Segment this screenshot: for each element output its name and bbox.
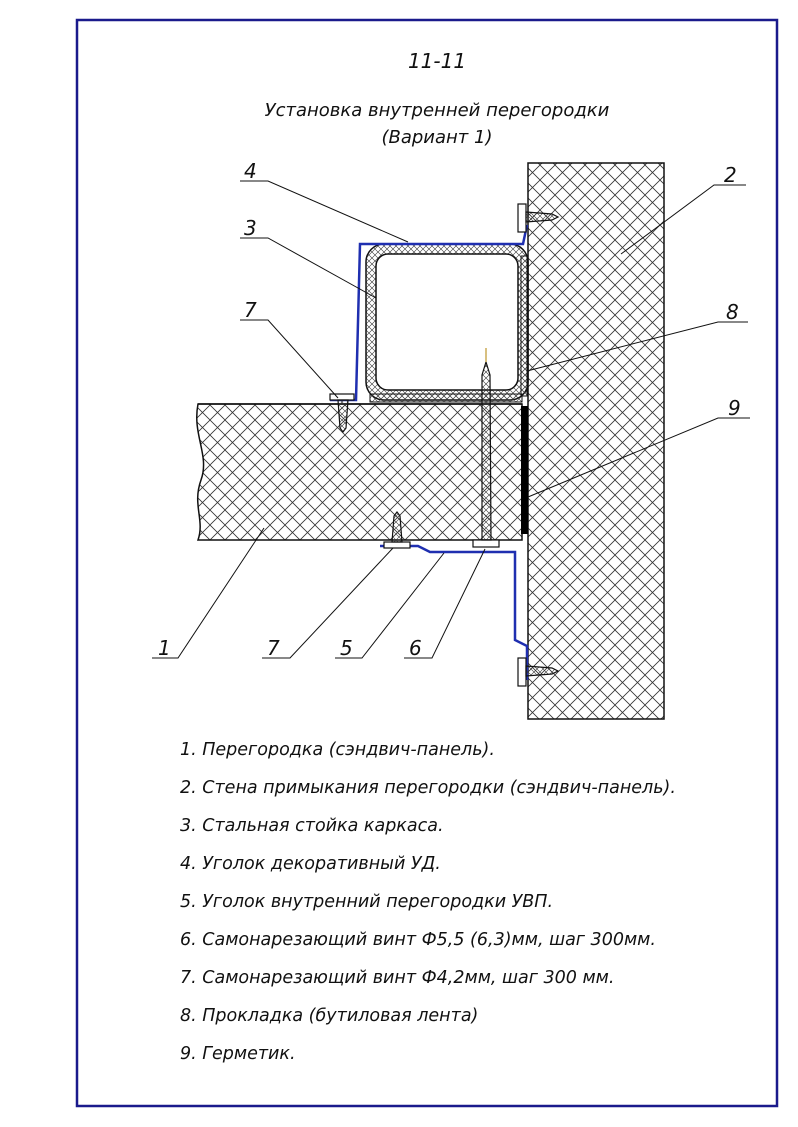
legend <box>180 740 676 1064</box>
partition-sandwich-panel <box>197 404 522 540</box>
legend-item: 7. Самонарезающий винт Ф4,2мм, шаг 300 мм. <box>180 968 615 988</box>
callout-8: 8 <box>726 300 739 324</box>
sealant-strip <box>521 406 528 534</box>
butyl-tape-gasket <box>521 256 527 396</box>
legend-item: 1. Перегородка (сэндвич-панель). <box>180 740 495 760</box>
legend-item: 2. Стена примыкания перегородки (сэндвич-панель). <box>180 778 676 798</box>
legend-item: 4. Уголок декоративный УД. <box>180 854 441 874</box>
drawing-title: Установка внутренней перегородки <box>264 100 610 121</box>
callout-4: 4 <box>244 159 257 183</box>
callout-2: 2 <box>724 163 737 187</box>
drawing-subtitle: (Вариант 1) <box>381 127 493 148</box>
steel-frame-post <box>366 244 528 402</box>
legend-item: 6. Самонарезающий винт Ф5,5 (6,3)мм, шаг 300мм. <box>180 930 656 950</box>
section-label: 11-11 <box>407 49 467 73</box>
wall-sandwich-panel <box>528 163 664 719</box>
callout-6: 6 <box>409 636 422 660</box>
legend-item: 8. Прокладка (бутиловая лента) <box>180 1006 479 1026</box>
callout-7-upper: 7 <box>244 298 257 322</box>
callout-7-lower: 7 <box>267 636 280 660</box>
callout-1: 1 <box>158 636 171 660</box>
callout-3: 3 <box>244 216 257 240</box>
callout-9: 9 <box>728 396 741 420</box>
legend-item: 9. Герметик. <box>180 1044 296 1064</box>
legend-item: 5. Уголок внутренний перегородки УВП. <box>180 892 554 912</box>
legend-item: 3. Стальная стойка каркаса. <box>180 816 444 836</box>
callout-5: 5 <box>340 636 353 660</box>
